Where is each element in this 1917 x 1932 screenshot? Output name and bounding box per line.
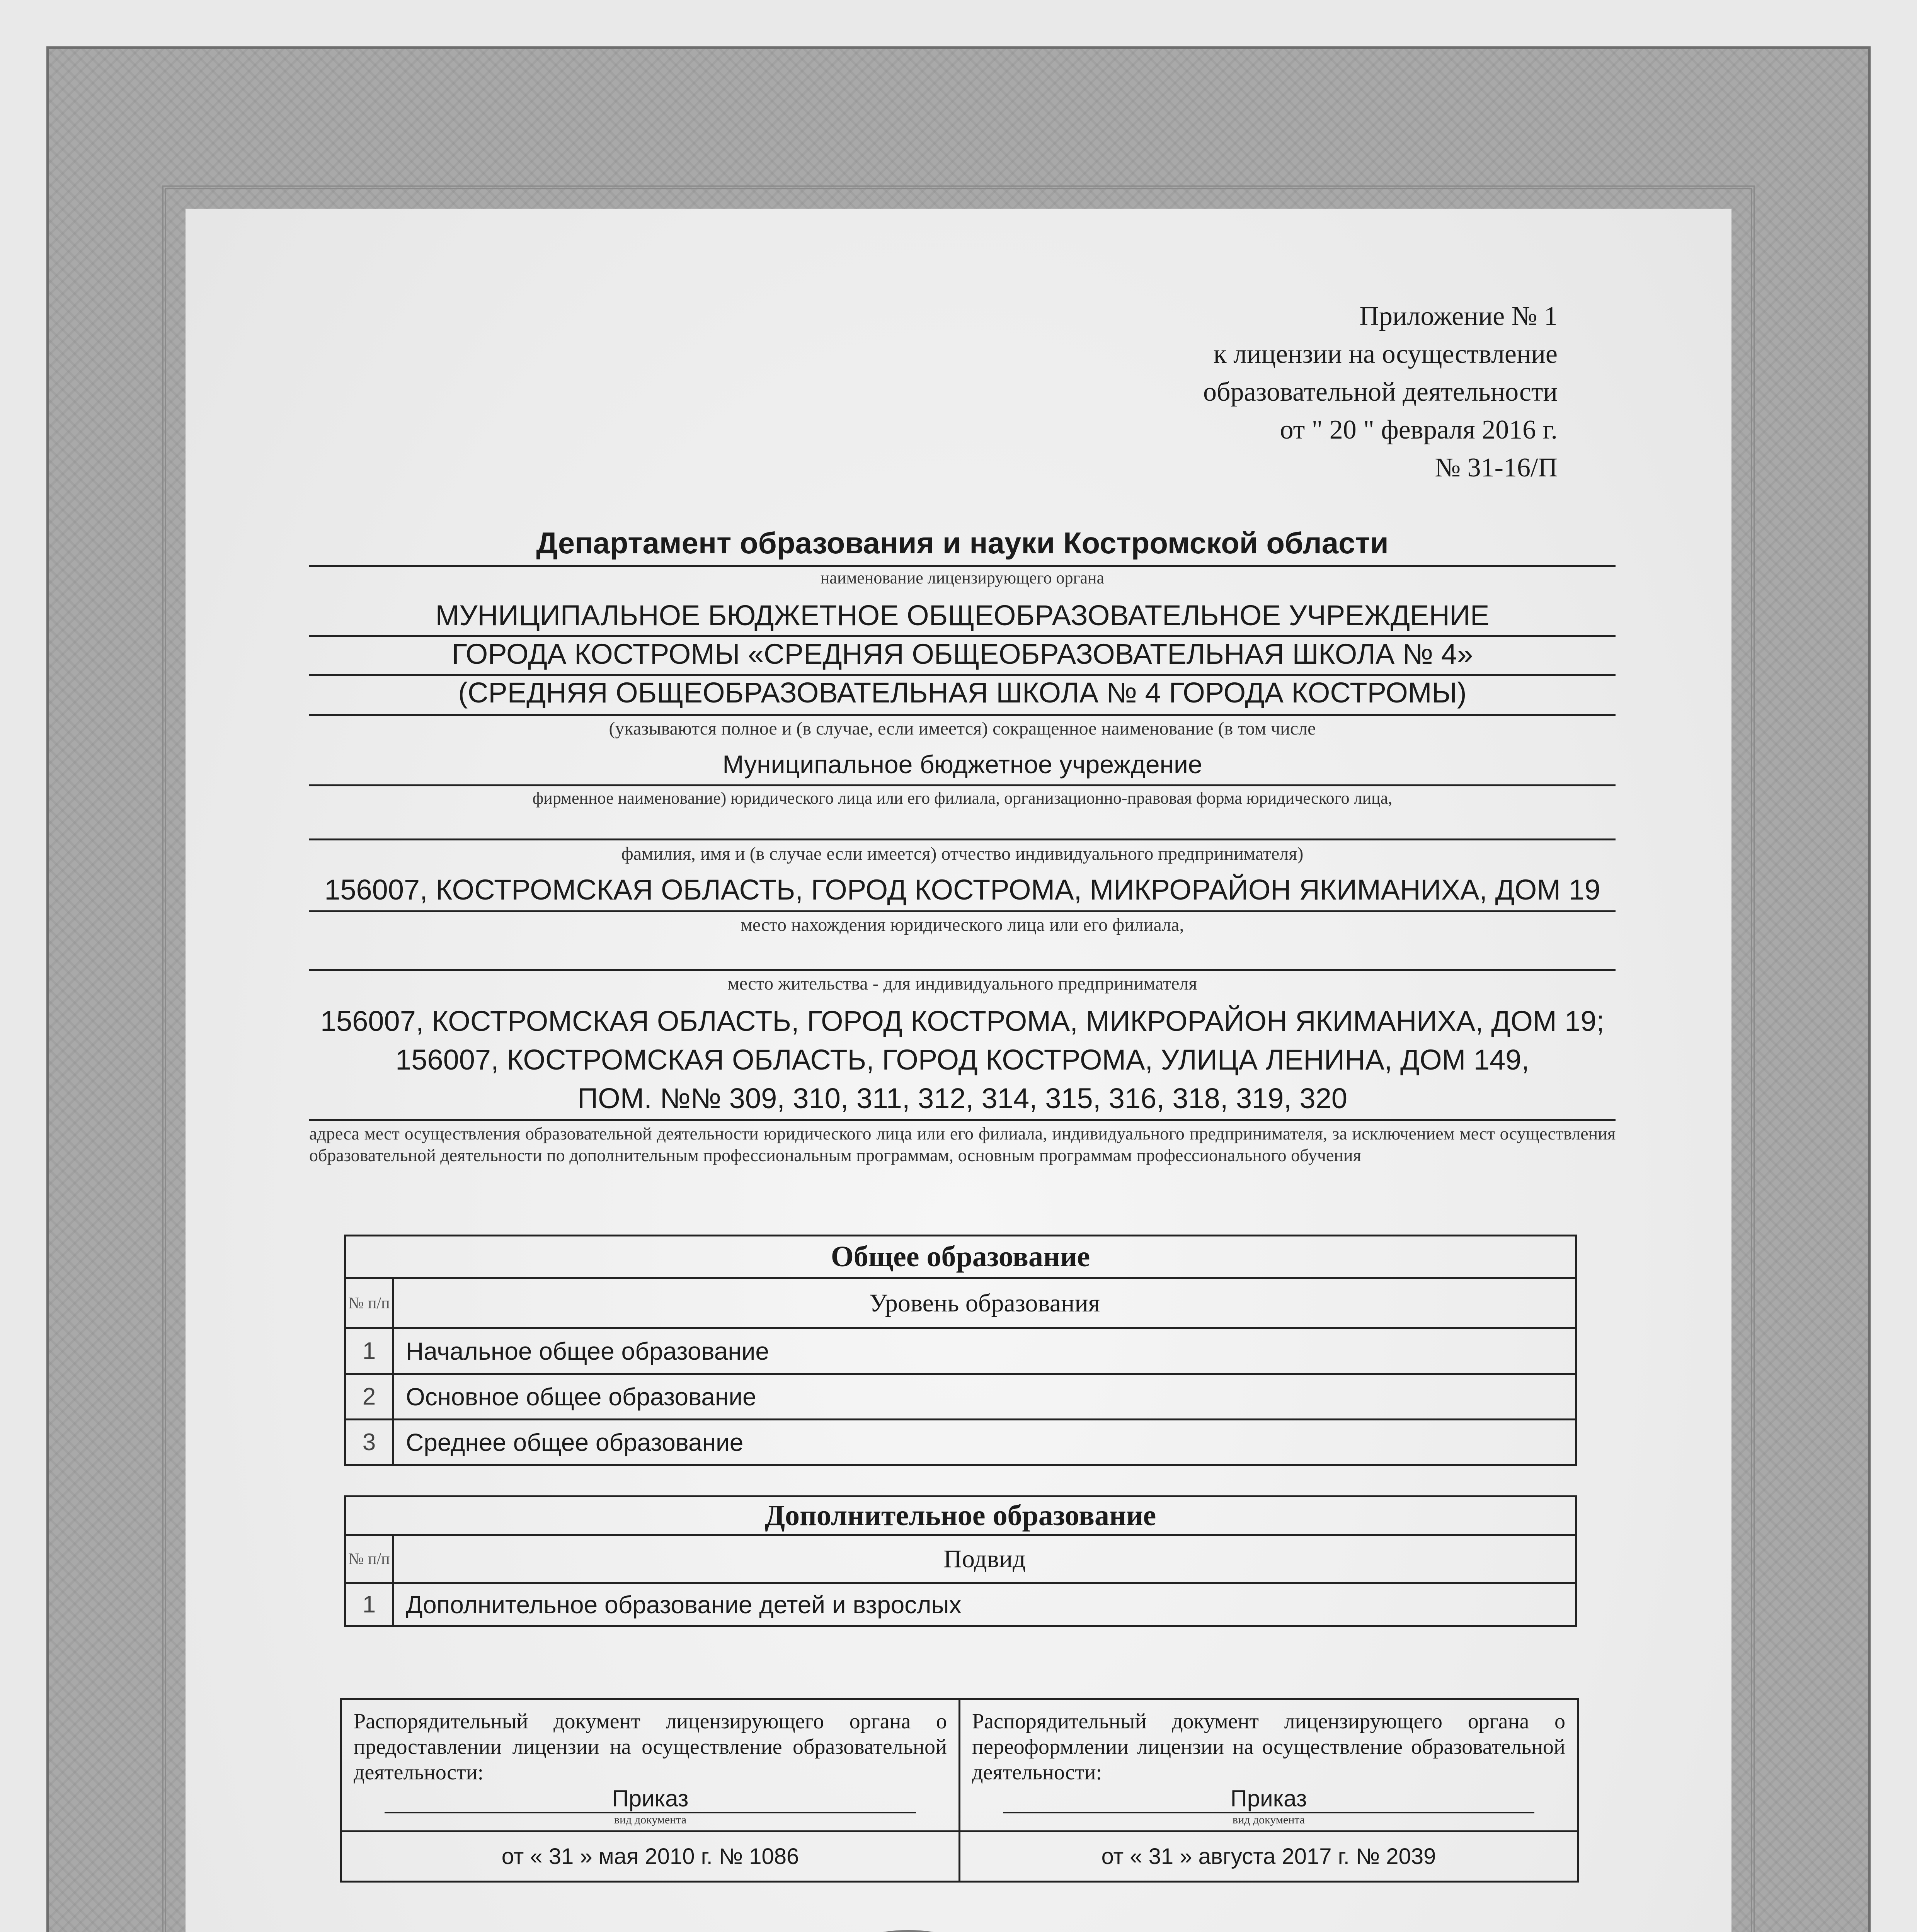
- grant-document-date: от « 31 » мая 2010 г. № 1086: [341, 1832, 960, 1882]
- licensing-body-caption: наименование лицензирующего органа: [820, 568, 1105, 587]
- divider: [309, 565, 1616, 567]
- org-caption-4: место нахождения юридического лица или его филиала,: [741, 915, 1184, 935]
- annex-number: № 31-16/П: [1435, 453, 1558, 483]
- divider: [309, 1119, 1616, 1121]
- org-address-1: 156007, КОСТРОМСКАЯ ОБЛАСТЬ, ГОРОД КОСТРОМА, МИКРОРАЙОН ЯКИМАНИХА, ДОМ 19;: [320, 1005, 1605, 1037]
- grant-document-type: Приказ: [612, 1786, 689, 1811]
- number-column-header: № п/п: [345, 1278, 393, 1328]
- org-caption-1: (указываются полное и (в случае, если имеется) сокращенное наименование (в том числе: [609, 718, 1316, 739]
- annex-date: от " 20 " февраля 2016 г.: [1280, 415, 1558, 445]
- row-value: Среднее общее образование: [393, 1420, 1576, 1465]
- row-value: Начальное общее образование: [393, 1328, 1576, 1374]
- table-row: [345, 1420, 1576, 1465]
- org-firm-name: Муниципальное бюджетное учреждение: [722, 750, 1202, 779]
- additional-education-title: Дополнительное образование: [345, 1497, 1576, 1535]
- row-number: 2: [345, 1374, 393, 1420]
- administrative-documents-table: [340, 1698, 1579, 1883]
- divider: [309, 969, 1616, 971]
- annex-header: [1016, 298, 1558, 487]
- divider: [309, 635, 1616, 637]
- row-number: 3: [345, 1420, 393, 1465]
- reissue-document-date: от « 31 » августа 2017 г. № 2039: [960, 1832, 1578, 1882]
- reissue-document-cell: [960, 1699, 1578, 1832]
- licensing-body-name: Департамент образования и науки Костромской области: [536, 526, 1389, 560]
- org-caption-2: фирменное наименование) юридического лица или его филиала, организационно-правовая форма юридического лица,: [532, 789, 1393, 808]
- divider: [309, 714, 1616, 716]
- reissue-document-description: Распорядительный документ лицензирующего органа о переоформлении лицензии на осуществление образовательной деятельности:: [972, 1709, 1565, 1784]
- org-address-3: ПОМ. №№ 309, 310, 311, 312, 314, 315, 316, 318, 319, 320: [577, 1082, 1348, 1114]
- row-value: Дополнительное образование детей и взрослых: [393, 1583, 1576, 1626]
- number-column-header: № п/п: [345, 1535, 393, 1583]
- divider: [309, 784, 1616, 786]
- org-caption-5: место жительства - для индивидуального предпринимателя: [727, 973, 1197, 994]
- divider: [309, 674, 1616, 676]
- org-address-2: 156007, КОСТРОМСКАЯ ОБЛАСТЬ, ГОРОД КОСТРОМА, УЛИЦА ЛЕНИНА, ДОМ 149,: [395, 1044, 1529, 1076]
- grant-document-description: Распорядительный документ лицензирующего органа о предоставлении лицензии на осуществление образовательной деятельности:: [354, 1709, 947, 1784]
- row-value: Основное общее образование: [393, 1374, 1576, 1420]
- annex-line-2: к лицензии на осуществление: [1213, 339, 1558, 369]
- general-education-title: Общее образование: [345, 1236, 1576, 1278]
- reissue-document-type: Приказ: [1230, 1786, 1307, 1811]
- divider: [309, 838, 1616, 840]
- divider: [309, 910, 1616, 912]
- additional-education-table: [344, 1495, 1577, 1627]
- table-row: [345, 1328, 1576, 1374]
- org-caption-6: адреса мест осуществления образовательной деятельности юридического лица или его филиала, индивидуального предпринимателя, за исключением мест осуществления образовательной деятельности по дополнительным профессиональным программам, основным программам профессионального обучения: [309, 1124, 1616, 1165]
- grant-document-cell: [341, 1699, 960, 1832]
- table-row: [345, 1583, 1576, 1626]
- org-name-line-1: МУНИЦИПАЛЬНОЕ БЮДЖЕТНОЕ ОБЩЕОБРАЗОВАТЕЛЬНОЕ УЧРЕЖДЕНИЕ: [435, 599, 1490, 631]
- org-location: 156007, КОСТРОМСКАЯ ОБЛАСТЬ, ГОРОД КОСТРОМА, МИКРОРАЙОН ЯКИМАНИХА, ДОМ 19: [324, 874, 1600, 906]
- org-caption-3: фамилия, имя и (в случае если имеется) отчество индивидуального предпринимателя): [621, 844, 1304, 864]
- level-column-header: Уровень образования: [393, 1278, 1576, 1328]
- reissue-document-caption: вид документа: [1003, 1812, 1534, 1827]
- grant-document-caption: вид документа: [385, 1812, 916, 1827]
- subtype-column-header: Подвид: [393, 1535, 1576, 1583]
- annex-title: Приложение № 1: [1359, 301, 1558, 331]
- annex-line-3: образовательной деятельности: [1203, 377, 1558, 407]
- org-name-line-3: (СРЕДНЯЯ ОБЩЕОБРАЗОВАТЕЛЬНАЯ ШКОЛА № 4 ГОРОДА КОСТРОМЫ): [458, 677, 1467, 709]
- table-row: [345, 1374, 1576, 1420]
- row-number: 1: [345, 1328, 393, 1374]
- row-number: 1: [345, 1583, 393, 1626]
- general-education-table: [344, 1235, 1577, 1466]
- org-name-line-2: ГОРОДА КОСТРОМЫ «СРЕДНЯЯ ОБЩЕОБРАЗОВАТЕЛЬНАЯ ШКОЛА № 4»: [451, 638, 1473, 670]
- official-seal-stamp: [734, 1924, 1082, 1932]
